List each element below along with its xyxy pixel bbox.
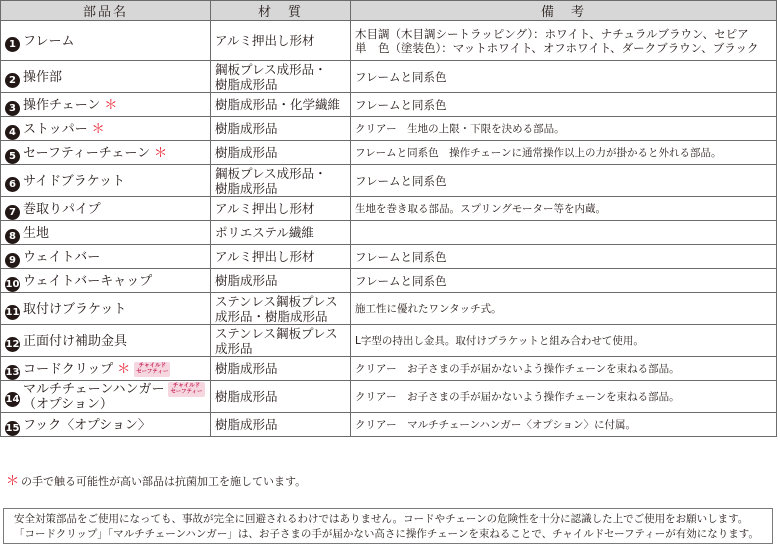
- table-row: [1, 357, 777, 381]
- material-cell: [211, 293, 351, 325]
- material-text: ステンレス鋼板プレス: [215, 325, 338, 341]
- number-badge-icon: 4: [5, 125, 20, 140]
- part-name: コードクリップ: [23, 361, 114, 377]
- number-badge-icon: 6: [5, 177, 20, 192]
- remark-text: 木目調（木目調シートラッピング）：ホワイト、ナチュラルブラウン、セピア: [355, 26, 749, 41]
- material-text: 樹脂成形品: [215, 361, 278, 376]
- material-cell: [211, 141, 351, 165]
- remark-cell: [351, 293, 777, 325]
- remark-cell: [351, 413, 777, 437]
- material-text: 樹脂成形品: [215, 121, 278, 136]
- material-cell: [211, 413, 351, 437]
- remark-text: クリアー お子さまの手が届かないよう操作チェーンを束ねる部品。: [355, 362, 680, 375]
- part-name: ストッパー: [23, 121, 88, 137]
- material-cell: [211, 21, 351, 61]
- number-badge-icon: 8: [5, 229, 20, 244]
- part-name: フレーム: [23, 33, 75, 49]
- number-badge-icon: 2: [5, 73, 20, 88]
- material-text: ポリエステル繊維: [215, 225, 314, 240]
- header-remarks: 備 考: [351, 1, 777, 21]
- number-badge-icon: 13: [5, 366, 20, 378]
- remark-text: フレームと同系色: [355, 69, 447, 84]
- footnote-text: の手で触る可能性が高い部品は抗菌加工を施しています。: [21, 475, 307, 488]
- part-name-cell: [1, 221, 211, 245]
- remark-cell: [351, 221, 777, 245]
- part-name-cell: [1, 381, 211, 413]
- material-text: アルミ押出し形材: [215, 201, 315, 216]
- part-name: サイドブラケット: [23, 173, 126, 189]
- number-badge-icon: 7: [5, 205, 20, 220]
- part-name-cell: [1, 357, 211, 381]
- number-badge-icon: 11: [5, 306, 20, 318]
- material-text-2: 樹脂成形品: [215, 180, 278, 196]
- remark-cell: [351, 165, 777, 197]
- part-name-cell: [1, 245, 211, 269]
- remark-text: フレームと同系色 操作チェーンに通常操作以上の力が掛かると外れる部品。: [355, 146, 722, 159]
- part-name-sub: （オプション）: [23, 396, 113, 412]
- part-name: 正面付け補助金具: [23, 333, 128, 349]
- number-badge-icon: 12: [5, 338, 20, 350]
- number-badge-icon: 3: [5, 101, 20, 116]
- part-name: ウェイトバー: [23, 249, 101, 265]
- material-text-2: 成形品・樹脂成形品: [215, 308, 328, 324]
- table-row: [1, 293, 777, 325]
- material-cell: [211, 381, 351, 413]
- material-text: 樹脂成形品: [215, 273, 278, 288]
- part-name-cell: [1, 413, 211, 437]
- part-name: マルチチェーンハンガー: [23, 381, 165, 397]
- number-badge-icon: 15: [5, 422, 20, 434]
- remark-cell: [351, 61, 777, 93]
- material-cell: [211, 269, 351, 293]
- material-text: 樹脂成形品: [215, 145, 278, 160]
- part-name-cell: [1, 325, 211, 357]
- part-name-cell: [1, 21, 211, 61]
- table-row: [1, 61, 777, 93]
- material-text: アルミ押出し形材: [215, 249, 315, 264]
- material-text-2: 樹脂成形品: [215, 76, 278, 92]
- remark-cell: [351, 269, 777, 293]
- table-row: [1, 197, 777, 221]
- material-text: 樹脂成形品: [215, 389, 278, 404]
- table-row: [1, 117, 777, 141]
- asterisk-icon: ＊: [6, 474, 20, 489]
- part-name-cell: [1, 117, 211, 141]
- material-cell: [211, 197, 351, 221]
- number-badge-icon: 1: [5, 37, 20, 52]
- remark-text: L字型の持出し金具。取付けブラケットと組み合わせて使用。: [355, 334, 644, 347]
- remark-text: 施工性に優れたワンタッチ式。: [355, 302, 502, 315]
- asterisk-icon: ＊: [117, 361, 131, 377]
- part-name: ウェイトバーキャップ: [23, 273, 153, 289]
- child-safety-badge: チャイルド セーフティー: [170, 382, 203, 395]
- remark-cell: [351, 325, 777, 357]
- number-badge-icon: 10: [5, 278, 20, 290]
- remark-text: 生地を巻き取る部品。スプリングモーター等を内蔵。: [355, 202, 606, 215]
- material-cell: [211, 117, 351, 141]
- material-text: 樹脂成形品: [215, 417, 278, 432]
- table-header-row: [1, 1, 777, 21]
- material-cell: [211, 357, 351, 381]
- asterisk-icon: ＊: [154, 145, 168, 161]
- material-text: 鋼板プレス成形品・: [215, 61, 327, 77]
- table-row: [1, 325, 777, 357]
- part-name-cell: [1, 61, 211, 93]
- number-badge-icon: 9: [5, 253, 20, 268]
- part-name-cell: [1, 269, 211, 293]
- table-row: [1, 165, 777, 197]
- material-text: 鋼板プレス成形品・: [215, 165, 327, 181]
- part-name: 生地: [23, 225, 50, 241]
- remark-text: フレームと同系色: [355, 173, 447, 188]
- part-name: フック〈オプション〉: [23, 417, 151, 433]
- material-text: アルミ押出し形材: [215, 33, 315, 48]
- remark-cell: [351, 21, 777, 61]
- remark-cell: [351, 357, 777, 381]
- remark-cell: [351, 245, 777, 269]
- table-row: [1, 141, 777, 165]
- remark-text: クリアー お子さまの手が届かないよう操作チェーンを束ねる部品。: [355, 390, 680, 403]
- material-text: ステンレス鋼板プレス: [215, 293, 338, 309]
- notice-line-1: 安全対策部品をご使用になっても、事故が完全に回避されるわけではありません。コードやチェーンの危険性を十分に認識した上でご使用をお願いします。: [14, 513, 749, 525]
- number-badge-icon: 14: [5, 394, 20, 405]
- material-text: 樹脂成形品・化学繊維: [215, 97, 341, 112]
- part-name-cell: [1, 293, 211, 325]
- remark-text: フレームと同系色: [355, 273, 447, 288]
- material-cell: [211, 245, 351, 269]
- part-name-cell: [1, 93, 211, 117]
- part-name-cell: [1, 141, 211, 165]
- notice-line-2: 「コードクリップ」「マルチチェーンハンガー」は、お子さまの手が届かない高さに操作チェーンを束ねることで、チャイルドセーフティーが有効になります。: [14, 528, 759, 540]
- material-text-2: 成形品: [215, 340, 253, 356]
- material-cell: [211, 325, 351, 357]
- remark-text: クリアー 生地の上限・下限を決める部品。: [355, 122, 565, 135]
- remark-text: フレームと同系色: [355, 249, 447, 264]
- remark-cell: [351, 197, 777, 221]
- table-row: [1, 221, 777, 245]
- header-material: 材 質: [211, 1, 351, 21]
- material-cell: [211, 61, 351, 93]
- part-name-cell: [1, 165, 211, 197]
- remark-cell: [351, 381, 777, 413]
- remark-cell: [351, 93, 777, 117]
- footnote: [6, 470, 306, 489]
- remark-cell: [351, 117, 777, 141]
- remark-cell: [351, 141, 777, 165]
- remark-text: クリアー マルチチェーンハンガー〈オプション〉に付属。: [355, 418, 636, 431]
- material-cell: [211, 93, 351, 117]
- asterisk-icon: ＊: [104, 97, 118, 113]
- part-name: セーフティーチェーン: [23, 145, 151, 161]
- child-safety-badge: チャイルド セーフティー: [136, 362, 169, 375]
- safety-notice-box: [3, 508, 773, 544]
- part-name: 操作チェーン: [23, 97, 101, 113]
- number-badge-icon: 5: [5, 149, 20, 164]
- part-name: 巻取りパイプ: [23, 201, 101, 217]
- part-name-cell: [1, 197, 211, 221]
- remark-text: フレームと同系色: [355, 97, 447, 112]
- material-cell: [211, 165, 351, 197]
- table-row: [1, 269, 777, 293]
- table-row: [1, 413, 777, 437]
- asterisk-icon: ＊: [91, 121, 105, 137]
- table-row: [1, 21, 777, 61]
- part-name: 取付けブラケット: [23, 301, 127, 317]
- table-row: [1, 381, 777, 413]
- table-row: [1, 245, 777, 269]
- table-row: [1, 93, 777, 117]
- header-part-name: 部品名: [1, 1, 211, 21]
- material-cell: [211, 221, 351, 245]
- remark-text-2: 単 色（塗装色）：マットホワイト、オフホワイト、ダークブラウン、ブラック: [355, 40, 759, 55]
- part-name: 操作部: [23, 69, 63, 85]
